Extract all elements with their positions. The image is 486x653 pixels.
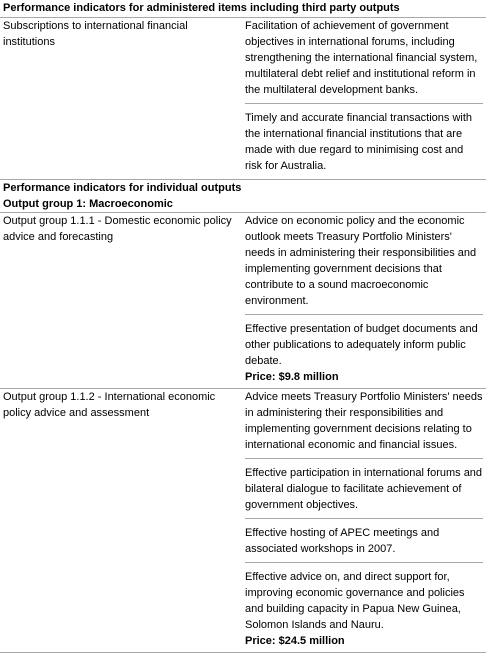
output-name: Output group 1.1.2 - International economic policy advice and assessment xyxy=(3,391,216,419)
table-row-output-1-1-1 xyxy=(0,213,486,389)
indicator-text: Advice meets Treasury Portfolio Ministers' needs in administering their responsibilities and implementing government decisions relating to international economic and financial issues. xyxy=(245,391,483,451)
indicator-text: Effective participation in international forums and bilateral dialogue to facilitate achievement of government objectives. xyxy=(245,458,483,518)
table-row-subscriptions xyxy=(0,18,486,180)
indicator-text: Effective presentation of budget documents and other publications to adequately inform public debate. xyxy=(245,323,478,367)
output-price: Price: $9.8 million xyxy=(245,371,339,383)
indicator-cell xyxy=(240,389,486,652)
indicator-cell xyxy=(240,18,486,179)
section-heading-individual-outputs: Performance indicators for individual outputs xyxy=(3,182,242,194)
indicator-text: Facilitation of achievement of government objectives in international forums, including strengthening the international financial system, multilateral debt relief and institutional reform in the multilateral development banks. xyxy=(245,20,478,96)
indicator-block xyxy=(245,314,483,388)
indicator-text: Effective advice on, and direct support for, improving economic governance and policies and building capacity in Papua New Guinea, Solomon Islands and Nauru. xyxy=(245,571,465,631)
indicator-text: Timely and accurate financial transactions with the international financial institutions that are made with due regard to minimising cost and risk for Australia. xyxy=(245,103,483,179)
section-heading-administered: Performance indicators for administered items including third party outputs xyxy=(0,0,486,18)
output-price: Price: $24.5 million xyxy=(245,635,345,647)
output-name: Output group 1.1.1 - Domestic economic policy advice and forecasting xyxy=(3,215,232,243)
indicator-block xyxy=(245,562,483,652)
indicator-text: Effective hosting of APEC meetings and associated workshops in 2007. xyxy=(245,518,483,562)
indicator-cell xyxy=(240,213,486,388)
output-group-heading: Output group 1: Macroeconomic xyxy=(0,196,486,213)
table-row-output-1-1-2 xyxy=(0,389,486,653)
indicator-text: Advice on economic policy and the economic outlook meets Treasury Portfolio Ministers' needs in administering their responsibilities and implementing government decisions that contribute to a sound macroeconomic environment. xyxy=(245,215,477,307)
item-name: Subscriptions to international financial institutions xyxy=(3,20,188,48)
